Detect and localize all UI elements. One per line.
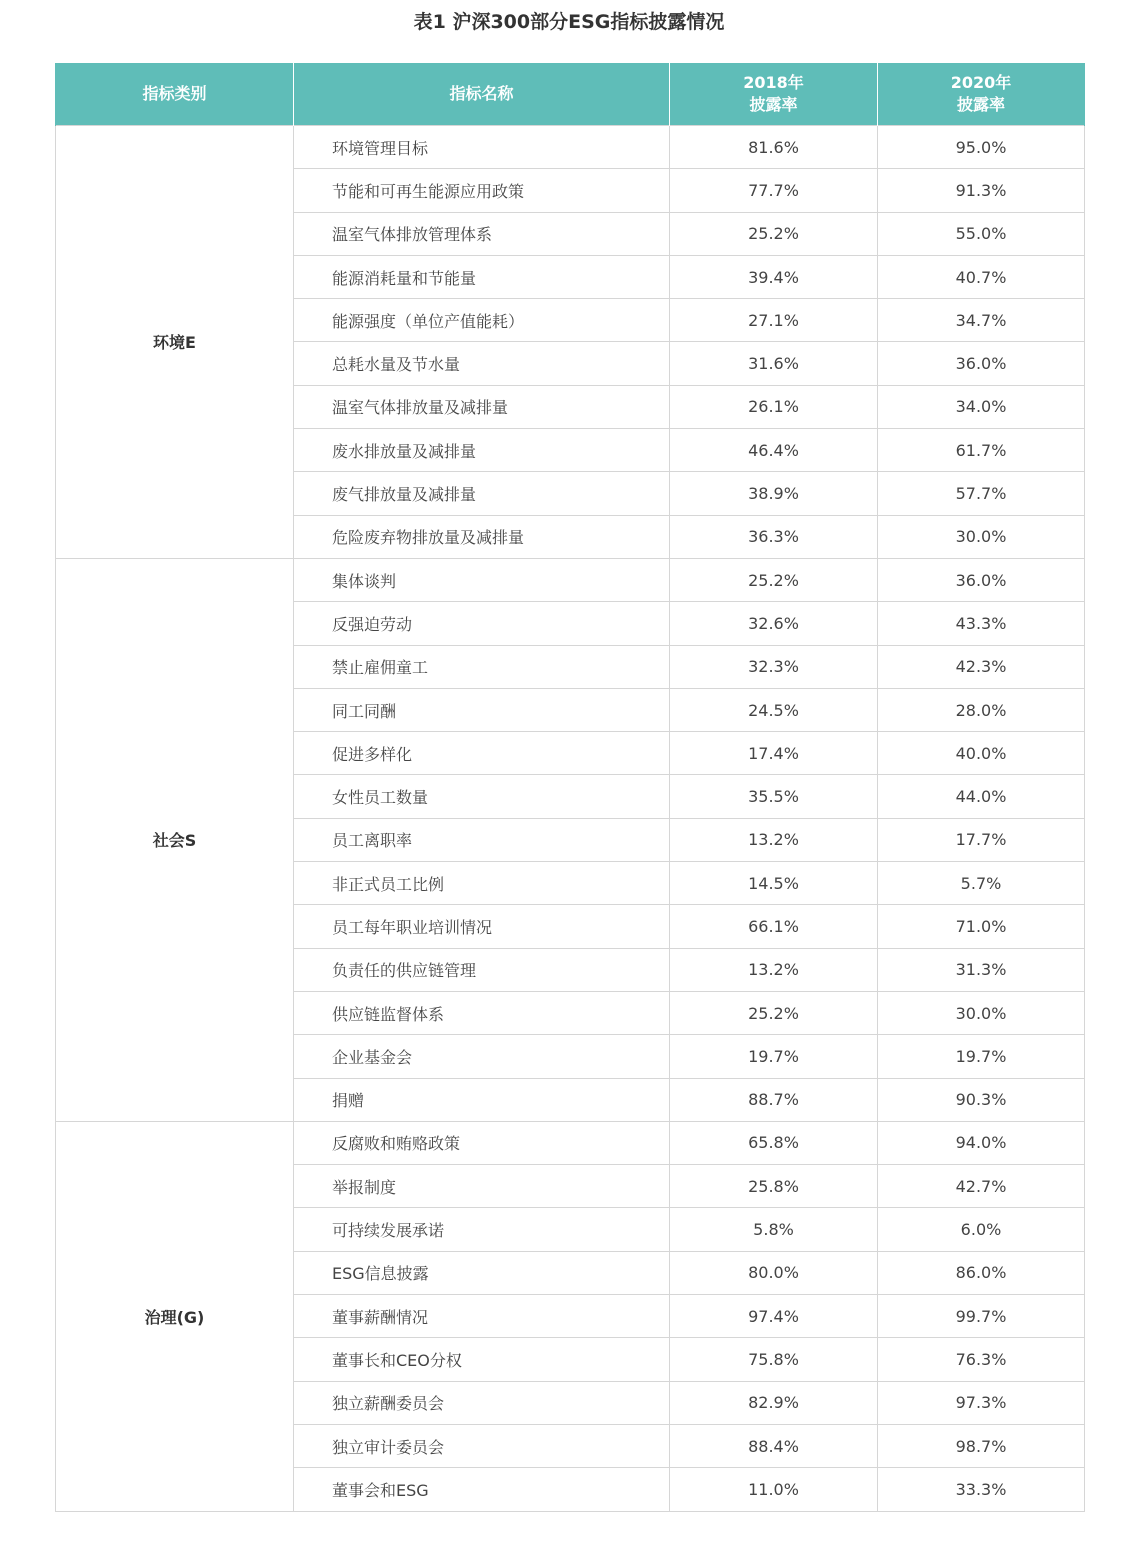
rate-2020-cell: 42.7% xyxy=(878,1165,1085,1208)
rate-2020-cell: 43.3% xyxy=(878,602,1085,645)
indicator-name-cell: 集体谈判 xyxy=(294,558,670,601)
rate-2020-cell: 36.0% xyxy=(878,342,1085,385)
rate-2018-cell: 46.4% xyxy=(670,429,878,472)
rate-2018-cell: 35.5% xyxy=(670,775,878,818)
indicator-name-cell: 促进多样化 xyxy=(294,732,670,775)
rate-2020-cell: 76.3% xyxy=(878,1338,1085,1381)
rate-2018-cell: 88.7% xyxy=(670,1078,878,1121)
rate-2020-cell: 40.0% xyxy=(878,732,1085,775)
indicator-name-cell: 董事长和CEO分权 xyxy=(294,1338,670,1381)
indicator-name-cell: 总耗水量及节水量 xyxy=(294,342,670,385)
rate-2018-cell: 25.2% xyxy=(670,558,878,601)
rate-2018-cell: 80.0% xyxy=(670,1251,878,1294)
rate-2018-cell: 25.2% xyxy=(670,991,878,1034)
indicator-name-cell: 员工离职率 xyxy=(294,818,670,861)
rate-2018-cell: 82.9% xyxy=(670,1381,878,1424)
indicator-name-cell: 节能和可再生能源应用政策 xyxy=(294,169,670,212)
indicator-name-cell: 同工同酬 xyxy=(294,688,670,731)
header-category: 指标类别 xyxy=(56,63,294,126)
indicator-name-cell: 危险废弃物排放量及减排量 xyxy=(294,515,670,558)
table-header xyxy=(56,63,1085,126)
indicator-name-cell: 温室气体排放管理体系 xyxy=(294,212,670,255)
header-2020-rate xyxy=(878,63,1085,126)
rate-2018-cell: 38.9% xyxy=(670,472,878,515)
indicator-name-cell: 供应链监督体系 xyxy=(294,991,670,1034)
table-row xyxy=(56,558,1085,601)
indicator-name-cell: 反腐败和贿赂政策 xyxy=(294,1121,670,1164)
rate-2020-cell: 90.3% xyxy=(878,1078,1085,1121)
rate-2020-cell: 98.7% xyxy=(878,1424,1085,1467)
rate-2020-cell: 61.7% xyxy=(878,429,1085,472)
category-cell: 治理(G) xyxy=(56,1121,294,1511)
rate-2018-cell: 66.1% xyxy=(670,905,878,948)
rate-2020-cell: 44.0% xyxy=(878,775,1085,818)
indicator-name-cell: 捐赠 xyxy=(294,1078,670,1121)
rate-2018-cell: 81.6% xyxy=(670,126,878,169)
esg-disclosure-table xyxy=(55,63,1085,1512)
indicator-name-cell: 独立薪酬委员会 xyxy=(294,1381,670,1424)
category-cell: 环境E xyxy=(56,126,294,559)
indicator-name-cell: 废水排放量及减排量 xyxy=(294,429,670,472)
table-row xyxy=(56,126,1085,169)
rate-2020-cell: 36.0% xyxy=(878,558,1085,601)
table-row xyxy=(56,1121,1085,1164)
rate-2020-cell: 42.3% xyxy=(878,645,1085,688)
rate-2018-cell: 5.8% xyxy=(670,1208,878,1251)
rate-2020-cell: 34.0% xyxy=(878,385,1085,428)
rate-2018-cell: 13.2% xyxy=(670,818,878,861)
rate-2018-cell: 32.3% xyxy=(670,645,878,688)
indicator-name-cell: 负责任的供应链管理 xyxy=(294,948,670,991)
indicator-name-cell: 董事会和ESG xyxy=(294,1468,670,1511)
rate-2018-cell: 39.4% xyxy=(670,255,878,298)
rate-2018-cell: 65.8% xyxy=(670,1121,878,1164)
rate-2020-cell: 17.7% xyxy=(878,818,1085,861)
rate-2020-cell: 55.0% xyxy=(878,212,1085,255)
rate-2018-cell: 13.2% xyxy=(670,948,878,991)
indicator-name-cell: 禁止雇佣童工 xyxy=(294,645,670,688)
indicator-name-cell: 反强迫劳动 xyxy=(294,602,670,645)
rate-2018-cell: 97.4% xyxy=(670,1295,878,1338)
rate-2020-cell: 28.0% xyxy=(878,688,1085,731)
rate-2018-cell: 88.4% xyxy=(670,1424,878,1467)
header-2018-year: 2018年 xyxy=(743,73,804,92)
header-row xyxy=(56,63,1085,126)
indicator-name-cell: 温室气体排放量及减排量 xyxy=(294,385,670,428)
indicator-name-cell: 环境管理目标 xyxy=(294,126,670,169)
rate-2020-cell: 99.7% xyxy=(878,1295,1085,1338)
header-indicator-name: 指标名称 xyxy=(294,63,670,126)
indicator-name-cell: 董事薪酬情况 xyxy=(294,1295,670,1338)
rate-2018-cell: 24.5% xyxy=(670,688,878,731)
indicator-name-cell: 女性员工数量 xyxy=(294,775,670,818)
rate-2020-cell: 5.7% xyxy=(878,862,1085,905)
rate-2020-cell: 33.3% xyxy=(878,1468,1085,1511)
rate-2020-cell: 40.7% xyxy=(878,255,1085,298)
indicator-name-cell: 能源强度（单位产值能耗） xyxy=(294,299,670,342)
rate-2018-cell: 77.7% xyxy=(670,169,878,212)
category-cell: 社会S xyxy=(56,558,294,1121)
rate-2018-cell: 11.0% xyxy=(670,1468,878,1511)
rate-2018-cell: 27.1% xyxy=(670,299,878,342)
indicator-name-cell: 能源消耗量和节能量 xyxy=(294,255,670,298)
rate-2018-cell: 19.7% xyxy=(670,1035,878,1078)
rate-2020-cell: 86.0% xyxy=(878,1251,1085,1294)
header-2020-label: 披露率 xyxy=(956,95,1005,114)
table-body xyxy=(56,126,1085,1512)
rate-2020-cell: 91.3% xyxy=(878,169,1085,212)
rate-2018-cell: 25.2% xyxy=(670,212,878,255)
indicator-name-cell: 独立审计委员会 xyxy=(294,1424,670,1467)
rate-2018-cell: 26.1% xyxy=(670,385,878,428)
rate-2020-cell: 30.0% xyxy=(878,515,1085,558)
rate-2018-cell: 25.8% xyxy=(670,1165,878,1208)
rate-2020-cell: 95.0% xyxy=(878,126,1085,169)
indicator-name-cell: 员工每年职业培训情况 xyxy=(294,905,670,948)
rate-2020-cell: 6.0% xyxy=(878,1208,1085,1251)
rate-2020-cell: 71.0% xyxy=(878,905,1085,948)
indicator-name-cell: ESG信息披露 xyxy=(294,1251,670,1294)
rate-2020-cell: 31.3% xyxy=(878,948,1085,991)
indicator-name-cell: 废气排放量及减排量 xyxy=(294,472,670,515)
table-title: 表1 沪深300部分ESG指标披露情况 xyxy=(413,11,725,33)
rate-2020-cell: 34.7% xyxy=(878,299,1085,342)
rate-2018-cell: 17.4% xyxy=(670,732,878,775)
rate-2020-cell: 57.7% xyxy=(878,472,1085,515)
rate-2020-cell: 19.7% xyxy=(878,1035,1085,1078)
indicator-name-cell: 企业基金会 xyxy=(294,1035,670,1078)
indicator-name-cell: 举报制度 xyxy=(294,1165,670,1208)
rate-2020-cell: 97.3% xyxy=(878,1381,1085,1424)
indicator-name-cell: 非正式员工比例 xyxy=(294,862,670,905)
header-2018-rate xyxy=(670,63,878,126)
rate-2018-cell: 31.6% xyxy=(670,342,878,385)
rate-2018-cell: 32.6% xyxy=(670,602,878,645)
rate-2018-cell: 14.5% xyxy=(670,862,878,905)
indicator-name-cell: 可持续发展承诺 xyxy=(294,1208,670,1251)
rate-2018-cell: 75.8% xyxy=(670,1338,878,1381)
header-2018-label: 披露率 xyxy=(749,95,798,114)
header-2020-year: 2020年 xyxy=(950,73,1012,92)
rate-2020-cell: 94.0% xyxy=(878,1121,1085,1164)
rate-2020-cell: 30.0% xyxy=(878,991,1085,1034)
rate-2018-cell: 36.3% xyxy=(670,515,878,558)
